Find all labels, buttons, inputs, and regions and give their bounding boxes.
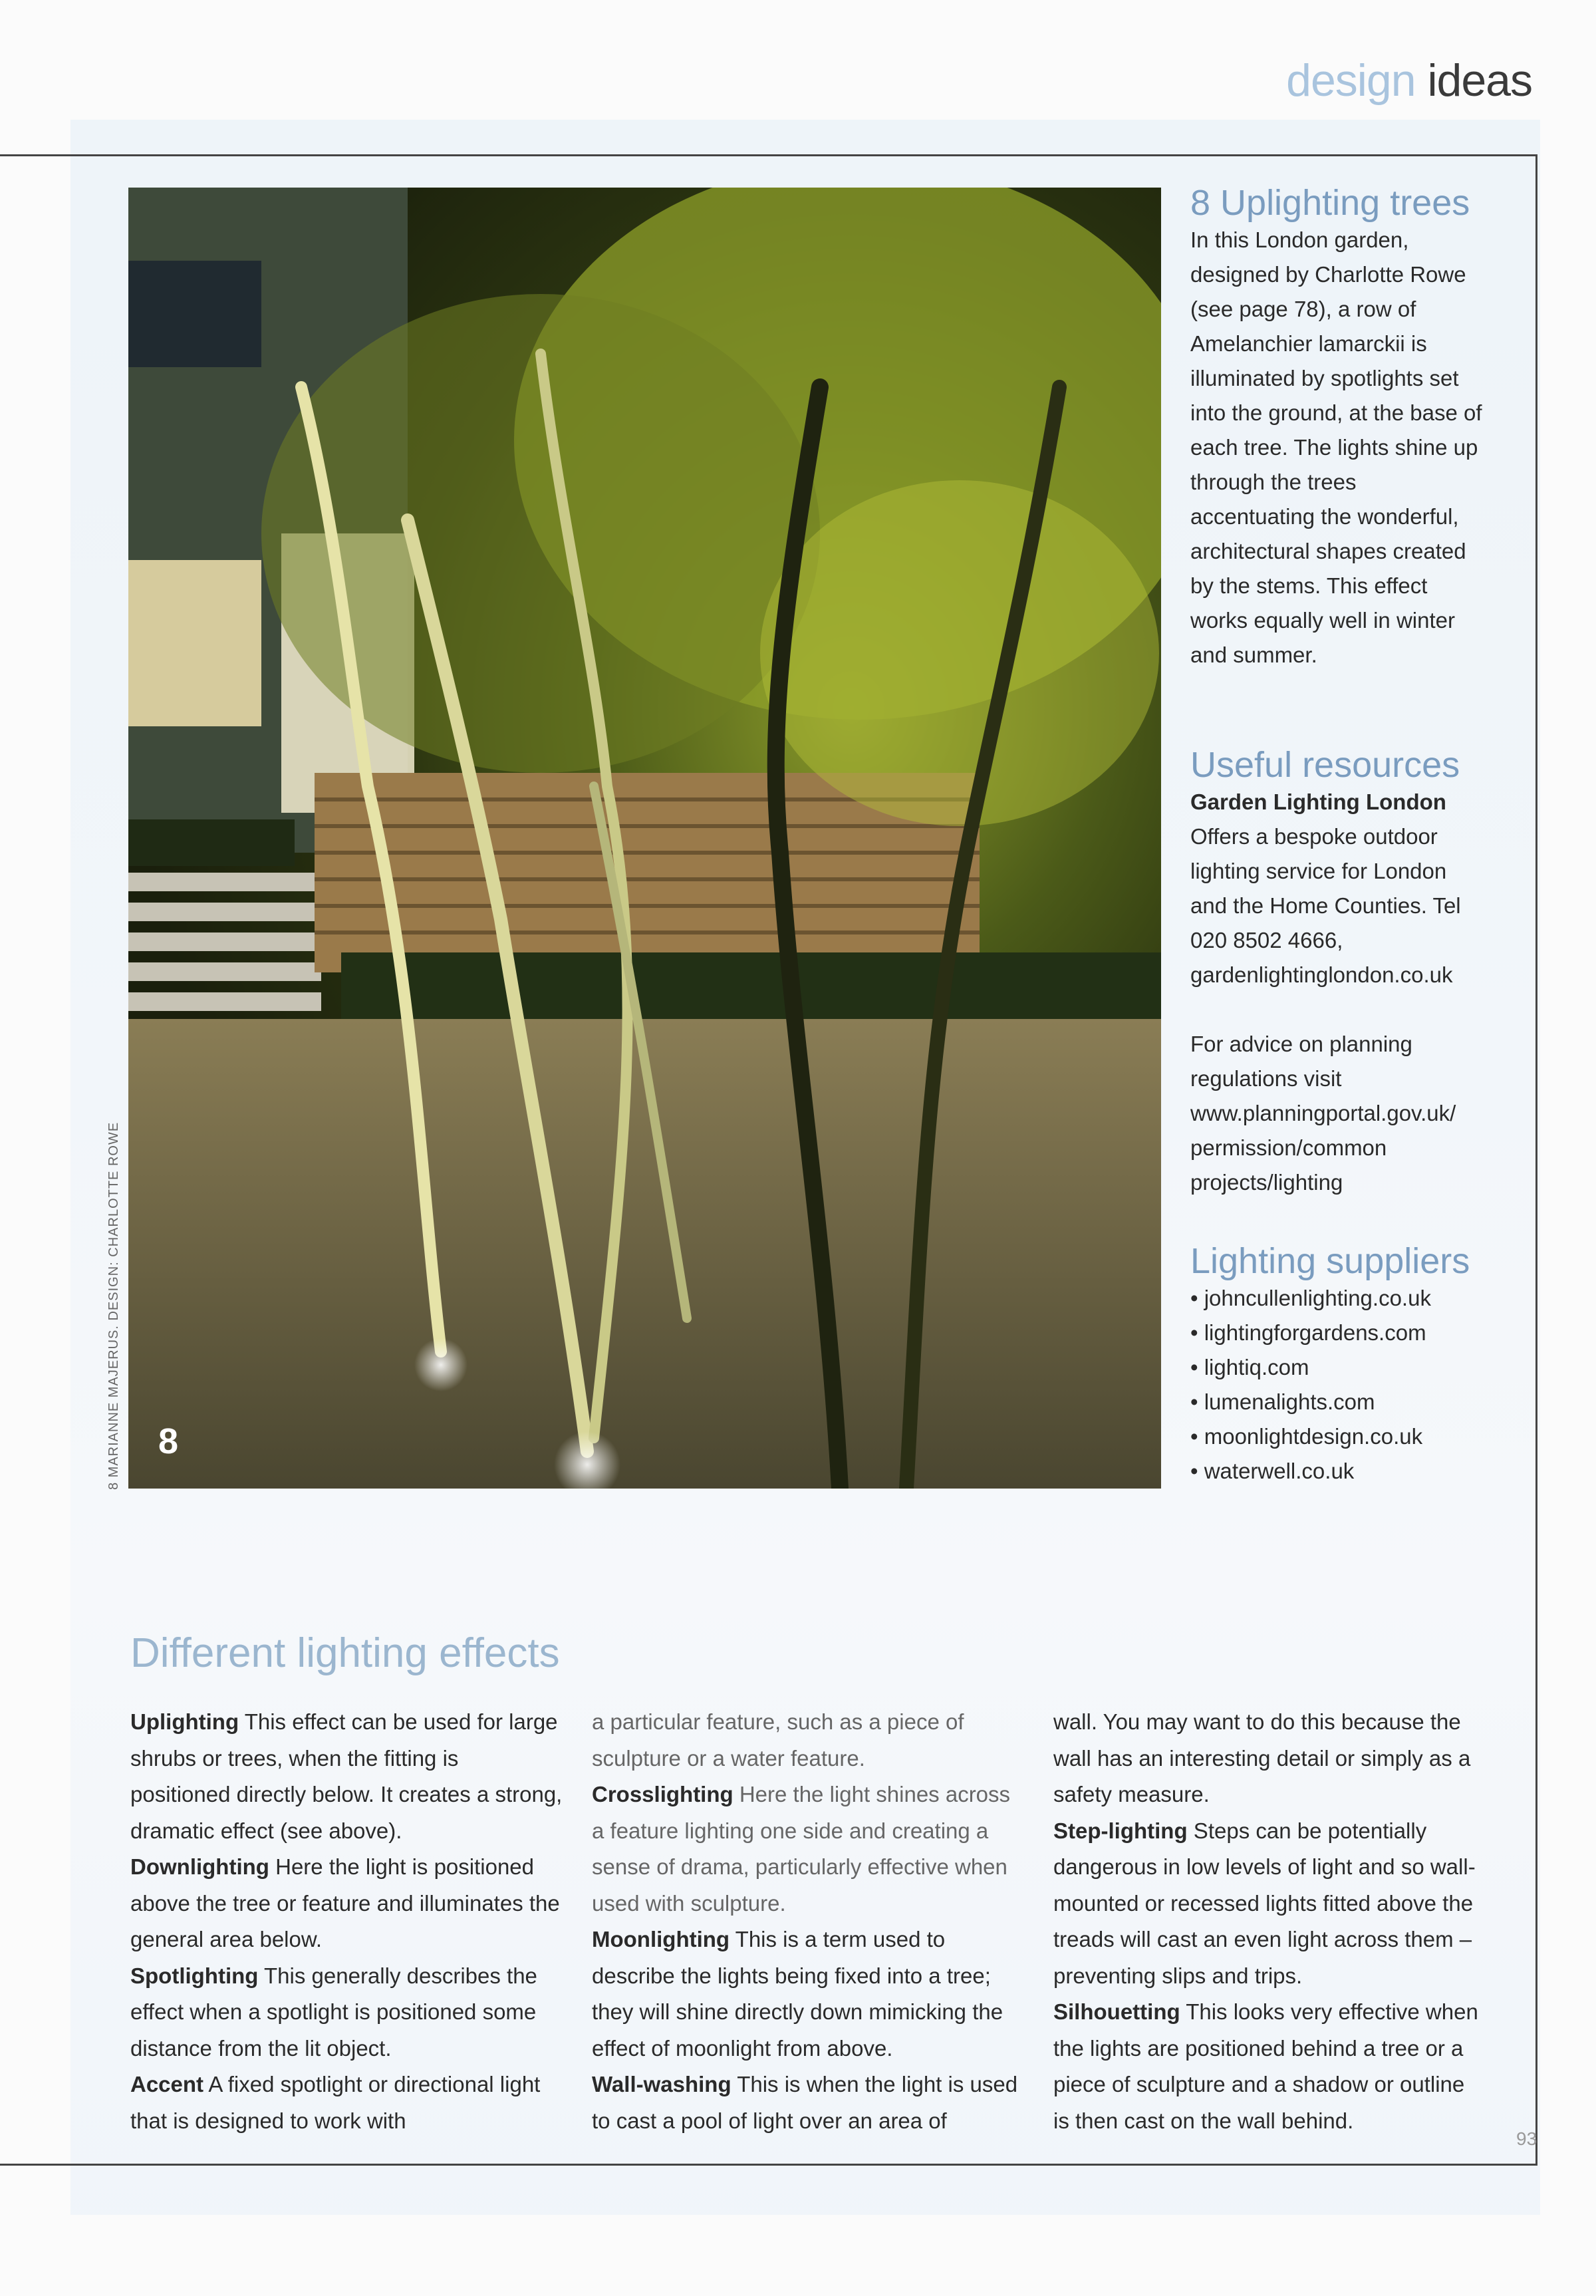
text-spotlighting: This generally describes the effect when a spotlight is positioned some distance from the lit object. (130, 1963, 537, 2061)
resource-company-text: Offers a bespoke outdoor lighting service for London and the Home Counties. Tel 020 8502 4666, gardenlightinglondon.co.uk (1190, 824, 1461, 987)
effect-steplighting (1053, 1813, 1486, 1995)
term-crosslighting: Crosslighting (592, 1782, 733, 1806)
effects-column-2 (592, 1704, 1024, 2139)
gravel-ground (128, 1019, 1161, 1489)
header-design: design (1286, 55, 1416, 106)
text-wallwashing: This is when the light is used to cast a pool of light over an area of (592, 2072, 1018, 2133)
effect-silhouetting (1053, 1994, 1486, 2139)
uplighting-trees-heading: 8 Uplighting trees (1190, 183, 1470, 223)
frame-bottom-rule (0, 2164, 1537, 2166)
supplier-item: • lumenalights.com (1190, 1389, 1375, 1414)
photo-number: 8 (158, 1421, 179, 1461)
term-moonlighting: Moonlighting (592, 1927, 730, 1951)
supplier-item: • lightiq.com (1190, 1355, 1309, 1379)
term-accent: Accent (130, 2072, 204, 2096)
effect-downlighting (130, 1849, 563, 1958)
term-silhouetting: Silhouetting (1053, 1999, 1180, 2024)
text-crosslighting: Here the light shines across a feature lighting one side and creating a sense of drama, particularly effective when used with sculpture. (592, 1782, 1011, 1916)
lighting-suppliers-heading: Lighting suppliers (1190, 1241, 1470, 1281)
effect-moonlighting (592, 1922, 1024, 2067)
text-silhouetting: This looks very effective when the lights are positioned behind a tree or a piece of sculpture and a shadow or outline is then cast on the wall behind. (1053, 1999, 1478, 2133)
page-number: 93 (1516, 2128, 1537, 2149)
effects-title: Different lighting effects (130, 1630, 560, 1676)
house-window-lit (128, 560, 261, 726)
text-downlighting: Here the light is positioned above the tree or feature and illuminates the general area below. (130, 1854, 560, 1951)
photo-credit: 8 MARIANNE MAJERUS. DESIGN: CHARLOTTE ROWE (106, 1121, 121, 1490)
uplighting-trees-section (1190, 183, 1483, 672)
supplier-item: • lightingforgardens.com (1190, 1320, 1426, 1345)
term-steplighting: Step-lighting (1053, 1818, 1188, 1843)
garden-steps (128, 873, 321, 1011)
header-ideas: ideas (1427, 55, 1532, 106)
effect-accent (130, 2067, 563, 2139)
term-downlighting: Downlighting (130, 1854, 269, 1879)
section-header (1286, 55, 1532, 106)
effect-crosslighting (592, 1777, 1024, 1922)
suppliers-list (1190, 1281, 1483, 1489)
tree-canopy-lit (760, 480, 1159, 826)
supplier-item: • johncullenlighting.co.uk (1190, 1286, 1431, 1310)
garden-photo (128, 188, 1161, 1489)
text-uplighting: This effect can be used for large shrubs or trees, when the fitting is positioned directly below. It creates a strong, dramatic effect (see above). (130, 1709, 563, 1843)
text-accent: A fixed spotlight or directional light that is designed to work with (130, 2072, 541, 2133)
house-upper-window (128, 261, 261, 367)
frame-right-rule (1535, 154, 1537, 2166)
effect-accent-continued: a particular feature, such as a piece of sculpture or a water feature. (592, 1709, 964, 1771)
effects-column-1 (130, 1704, 563, 2139)
useful-resources-section (1190, 745, 1483, 1200)
term-uplighting: Uplighting (130, 1709, 239, 1734)
hedge-left (128, 819, 295, 866)
effect-uplighting (130, 1704, 563, 1849)
resource-company: Garden Lighting London (1190, 789, 1446, 814)
effects-column-3 (1053, 1704, 1486, 2139)
uplighting-trees-body: In this London garden, designed by Charlotte Rowe (see page 78), a row of Amelanchier lamarckii is illuminated by spotlights set into the ground, at the base of each tree. The lights shine up through the trees accentuating the wonderful, architectural shapes created by the stems. This effect works equally well in winter and summer. (1190, 227, 1482, 667)
effect-wallwashing (592, 2067, 1024, 2139)
lighting-suppliers-section (1190, 1241, 1483, 1489)
supplier-item: • moonlightdesign.co.uk (1190, 1424, 1423, 1449)
term-wallwashing: Wall-washing (592, 2072, 732, 2096)
useful-resources-heading: Useful resources (1190, 745, 1460, 785)
garden-illustration (128, 188, 1161, 1489)
ground-spotlight-1 (414, 1338, 467, 1391)
frame-top-rule (0, 154, 1537, 156)
supplier-item: • waterwell.co.uk (1190, 1459, 1355, 1483)
resource-planning-text: For advice on planning regulations visit www.planningportal.gov.uk/ permission/common projects/lighting (1190, 1032, 1456, 1195)
effect-spotlighting (130, 1958, 563, 2067)
text-moonlighting: This is a term used to describe the lights being fixed into a tree; they will shine directly down mimicking the effect of moonlight from above. (592, 1927, 1003, 2061)
text-steplighting: Steps can be potentially dangerous in low levels of light and so wall-mounted or recessed lights fitted above the treads will cast an even light across them – preventing slips and trips. (1053, 1818, 1476, 1988)
effect-wallwashing-continued: wall. You may want to do this because the wall has an interesting detail or simply as a safety measure. (1053, 1709, 1471, 1806)
term-spotlighting: Spotlighting (130, 1963, 259, 1988)
